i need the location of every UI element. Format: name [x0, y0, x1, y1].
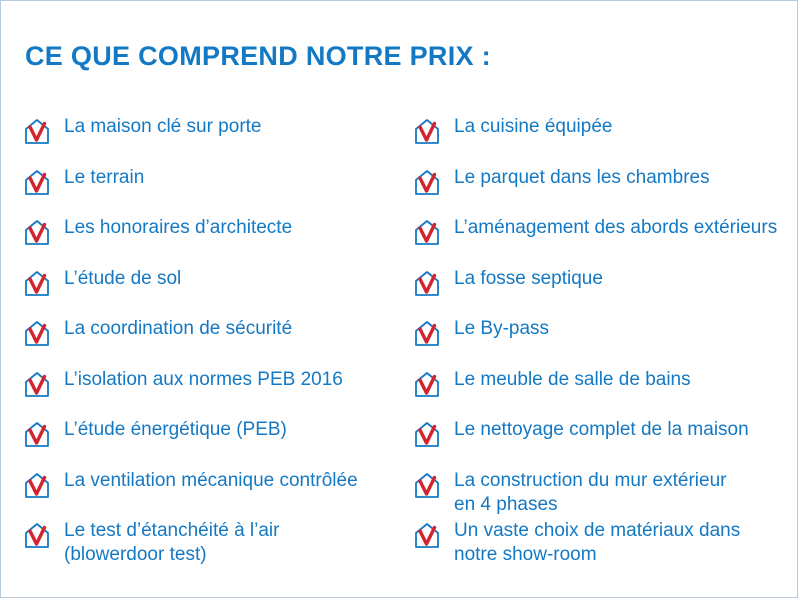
list-item	[413, 469, 793, 520]
house-check-icon	[413, 471, 441, 499]
list-item-label: Le By-pass	[454, 318, 550, 339]
list-item-label: L’isolation aux normes PEB 2016	[64, 368, 343, 390]
list-item-label: L’aménagement des abords extérieurs	[454, 217, 778, 238]
list-item-label: La coordination de sécurité	[64, 318, 293, 339]
list-item	[23, 216, 403, 267]
list-item-label: Le nettoyage complet de la maison	[454, 419, 749, 440]
list-item	[23, 368, 403, 419]
house-check-icon	[23, 319, 51, 347]
house-check-icon	[23, 471, 51, 499]
list-item-label: Le test d’étanchéité à l’air (blowerdoor test)	[64, 520, 280, 565]
house-check-icon	[413, 117, 441, 145]
list-item-label: Un vaste choix de matériaux dans notre show-room	[454, 520, 741, 565]
house-check-icon	[413, 370, 441, 398]
list-item	[413, 317, 793, 368]
list-item	[413, 368, 793, 419]
list-item	[413, 115, 793, 166]
house-check-icon	[413, 319, 441, 347]
house-check-icon	[23, 218, 51, 246]
list-item	[413, 216, 793, 267]
list-item	[413, 166, 793, 217]
house-check-icon	[23, 420, 51, 448]
list-item	[23, 418, 403, 469]
list-item	[23, 115, 403, 166]
list-item-label: L’étude de sol	[64, 267, 182, 289]
list-item-label: La construction du mur extérieur en 4 phases	[454, 469, 727, 515]
list-item	[23, 317, 403, 368]
list-item	[413, 519, 793, 570]
list-item	[413, 267, 793, 318]
list-item-label: Le terrain	[64, 166, 145, 188]
house-check-icon	[23, 168, 51, 196]
list-item-label: L’étude énergétique (PEB)	[64, 419, 287, 440]
list-item-label: La fosse septique	[454, 267, 603, 289]
house-check-icon	[23, 370, 51, 398]
list-item-label: Le meuble de salle de bains	[454, 368, 691, 390]
house-check-icon	[23, 117, 51, 145]
list-item	[23, 519, 403, 570]
list-item	[23, 267, 403, 318]
house-check-icon	[413, 420, 441, 448]
list-item-label: La maison clé sur porte	[64, 116, 262, 137]
list-item-label: Le parquet dans les chambres	[454, 166, 710, 188]
house-check-icon	[413, 521, 441, 549]
house-check-icon	[413, 168, 441, 196]
house-check-icon	[23, 269, 51, 297]
list-item-label: La ventilation mécanique contrôlée	[64, 469, 358, 491]
list-item-label: Les honoraires d’architecte	[64, 217, 293, 238]
list-item	[413, 418, 793, 469]
house-check-icon	[413, 218, 441, 246]
list-item-label: La cuisine équipée	[454, 116, 613, 137]
page-title: CE QUE COMPREND NOTRE PRIX :	[25, 41, 491, 71]
list-item	[23, 469, 403, 520]
right-list	[413, 115, 793, 570]
house-check-icon	[23, 521, 51, 549]
left-list	[23, 115, 403, 570]
house-check-icon	[413, 269, 441, 297]
list-item	[23, 166, 403, 217]
